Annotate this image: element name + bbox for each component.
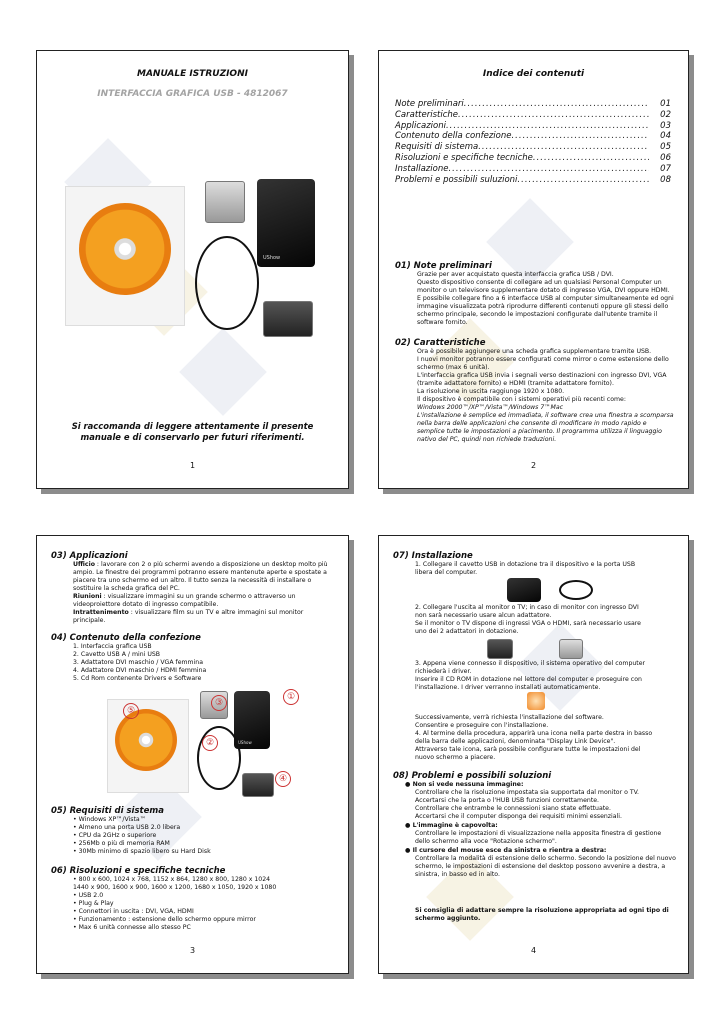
toc-leader [464,99,649,110]
troubleshooting-item: ● Non si vede nessuna immagine: Controllare che la risoluzione impostata sia supportata dal monitor o TV. Accertarsi che la porta o l'HUB USB funzioni correttamente. Controllare che entrambe le connessioni siano state effettuate. Accertarsi che il computer disponga dei requisiti minimi essenziali. [415,781,678,821]
toc-leader [446,121,649,132]
problem-solution: Controllare le impostazioni di visualizzazione nella apposita finestra di gestione dello schermo alla voce "Rotazione schermo". [415,830,662,845]
toc-entry-label: Risoluzioni e specifiche tecniche [395,152,533,163]
troubleshooting-item: ● Il cursore del mouse esce da sinistra e rientra a destra: Controllare la modalità di estensione dello schermo. Secondo la posizione del nuovo schermo, le impostazioni di estensione del desktop possono avvenire a destra, a sinistra, in basso ed in alto. [415,847,678,879]
read-manual-note: Si raccomanda di leggere attentamente il presente manuale e di conservarlo per futuri riferimenti. [71,421,314,442]
section-heading: 05) Requisiti di sistema [51,806,164,816]
installer-icon [527,692,545,710]
riunioni-text: : visualizzare immagini su un grande schermo o attraverso un videoproiettore dotato di ingresso compatibile. [73,593,296,608]
toc-entry [395,153,671,164]
toc-leader [511,131,649,142]
toc-entry [395,164,671,175]
manual-title: MANUALE ISTRUZIONI [137,69,248,79]
manual-page-1 [36,50,349,489]
toc-entry-label: Installazione [395,163,449,174]
list-item: • Connettori in uscita : DVI, VGA, HDMI [73,908,336,916]
list-item: • 256Mb o più di memoria RAM [73,840,336,848]
toc-entry-page: 01 [660,99,671,109]
list-item: • Max 6 unità connesse allo stesso PC [73,924,336,932]
usb-cable [195,236,259,330]
riunioni-label: Riunioni [73,593,102,600]
package-contents-list [73,643,336,683]
toc-title: Indice dei contenuti [482,69,585,79]
manual-page-4 [378,535,689,974]
toc-entry [395,175,671,186]
toc-leader [478,142,649,153]
list-item: 2. Cavetto USB A / mini USB [73,651,161,658]
section-heading: 04) Contenuto della confezione [51,633,201,643]
device-logo: UShow [263,255,281,261]
problem-title: Non si vede nessuna immagine: [412,781,524,788]
toc-entry-label: Applicazioni [395,120,446,131]
os-list: Windows 2000™/XP™/Vista™/Windows 7™Mac [417,404,564,411]
toc-entry-page: 04 [660,131,671,142]
list-item: • USB 2.0 [73,892,336,900]
list-item: 5. Cd Rom contenente Drivers e Software [73,675,202,682]
specs-list [73,876,336,932]
cd-rom-disc [79,203,171,295]
install-note: L'installazione è semplice ed immadiata, il software crea una finestra a scomparsa nella barra delle applicazioni che consente di modificare in modo rapido e semplice tutte le impostazioni a piacimento. Il programma utilizza il linguaggio nativo del PC, quindi non richiede traduzioni. [417,412,674,443]
section-contenuto [51,633,336,683]
section-caratteristiche [395,338,675,444]
list-item: 4. Adattatore DVI maschio / HDMI femmina [73,667,207,674]
hdmi-adapter-image [487,639,513,659]
dvi-hdmi-adapter [242,773,274,797]
section-heading: 06) Risoluzioni e specifiche tecniche [51,866,226,876]
requirements-list [73,816,336,856]
section-heading: 07) Installazione [393,551,473,561]
toc-entry [395,131,671,142]
toc-leader [448,164,649,175]
toc-entry-label: Problemi e possibili suluzioni [395,174,518,185]
problem-title: L'immagine è capovolta: [412,822,498,829]
callout-3: ③ [211,695,227,711]
product-photo [65,181,325,361]
section-heading: 08) Problemi e possibili soluzioni [393,771,552,781]
device-logo: UShow [238,740,252,745]
list-item: • Almeno una porta USB 2.0 libera [73,824,336,832]
toc-entry-page: 08 [660,174,671,185]
toc-entry-page: 02 [660,109,671,120]
problem-solution: Controllare che la risoluzione impostata sia supportata dal monitor o TV. Accertarsi che la porta o l'HUB USB funzioni correttamente. Controllare che entrambe le connessioni siano state effettuate. Accertarsi che il computer disponga dei requisiti minimi essenziali. [415,789,640,820]
install-step-3: 3. Appena viene connesso il dispositivo, il sistema operativo del computer richiederà i driver. Inserire il CD ROM in dotazione nel lettore del computer e proseguire con l'installazione. I driver verranno installati automaticamente. [415,660,646,691]
usb-cable [197,726,241,790]
page-number: 2 [530,461,537,470]
list-item: • Plug & Play [73,900,336,908]
section-heading: 03) Applicazioni [51,551,128,561]
toc-leader [458,110,649,121]
toc-entry-page: 05 [660,142,671,153]
toc-entry [395,121,671,132]
list-item: • Windows XP™/Vista™ [73,816,336,824]
ufficio-label: Ufficio [73,561,95,568]
list-item: • 30Mb minimo di spazio libero su Hard Disk [73,848,336,856]
table-of-contents [395,99,671,185]
toc-entry [395,110,671,121]
final-note: Si consiglia di adattare sempre la risoluzione appropriata ad ogni tipo di schermo aggiunto. [415,907,669,922]
page-number: 1 [189,461,196,470]
toc-entry-page: 03 [660,120,671,131]
package-photo [107,691,307,801]
callout-2: ② [202,735,218,751]
section-applicazioni [51,551,336,625]
toc-entry-label: Caratteristiche [395,109,459,120]
callout-1: ① [283,689,299,705]
install-step-1: 1. Collegare il cavetto USB in dotazione tra il dispositivo e la porta USB libera del computer. [415,561,636,576]
callout-5: ⑤ [123,703,139,719]
section-note-preliminari [395,261,675,327]
troubleshooting-item: ● L'immagine è capovolta: Controllare le impostazioni di visualizzazione nella apposita finestra di gestione dello schermo alla voce "Rotazione schermo". [415,822,678,846]
toc-entry-label: Requisiti di sistema [395,142,479,153]
toc-entry-label: Note preliminari [395,99,464,109]
problem-title: Il cursore del mouse esce da sinistra e rientra a destra: [412,847,607,854]
vga-adapter-image [559,639,583,659]
callout-4: ④ [275,771,291,787]
product-subtitle: INTERFACCIA GRAFICA USB - 4812067 [97,89,288,99]
usb-graphics-device [257,179,315,267]
section-heading: 01) Note preliminari [395,261,492,271]
toc-entry-page: 06 [660,152,671,163]
toc-leader [533,153,649,164]
section-body [73,561,336,625]
toc-entry-label: Contenuto della confezione [395,131,512,142]
device-image [507,578,541,602]
section-installazione [393,551,678,577]
section-risoluzioni [51,866,336,932]
usb-graphics-device [234,691,270,749]
manual-page-2 [378,50,689,489]
section-problemi [393,771,678,880]
list-item: 1. Interfaccia grafica USB [73,643,152,650]
troubleshooting-list [405,781,678,879]
page-number: 4 [530,946,537,955]
intrattenimento-label: Intrattenimento [73,609,129,616]
section-heading: 02) Caratteristiche [395,338,486,348]
intrattenimento-text: : visualizzare film su un TV e altre immagini sul monitor principale. [73,609,304,624]
install-step-4: 4. Al termine della procedura, apparirà una icona nella parte destra in basso della barra delle applicazioni, denominata "Display Link Device". Attraverso tale icona, sarà possibile configurare tutte le impostazioni del nuovo schermo a piacere. [415,730,653,761]
section-body: Grazie per aver acquistato questa interfaccia grafica USB / DVI. Questo dispositivo consente di collegare ad un qualsiasi Personal Computer un monitor o un televisore supplementare dotato di ingresso VGA, DVI oppure HDMI. E possibile collegare fino a 6 interfacce USB al computer simultaneamente ed ogni immagine visualizzata potrà riprodurre differenti contenuti oppure gli stessi dello schermo principale, secondo le impostazioni configurate dall'utente tramite il software fornito. [417,271,674,326]
install-step-3b: Successivamente, verrà richiesta l'installazione del software. Consentire e proseguire con l'installazione. [415,714,604,729]
section-body: Ora è possibile aggiungere una scheda grafica supplementare tramite USB. I nuovi monitor potranno essere configurati come mirror o come estensione dello schermo (max 6 unità). L'interfaccia grafica USB invia i segnali verso destinazioni con ingresso DVI, VGA (tramite adattatore fornito) e HDMI (tramite adattatore fornito). La risoluzione in uscita raggiunge 1920 x 1080. Il dispositivo è compatibile con i sistemi operativi più recenti come: [417,348,669,403]
page-number: 3 [189,946,196,955]
list-item: • CPU da 2GHz o superiore [73,832,336,840]
problem-solution: Controllare la modalità di estensione dello schermo. Secondo la posizione del nuovo schermo, le impostazioni di estensione del desktop possono avvenire a destra, a sinistra, in basso ed in alto. [415,855,676,878]
toc-entry [395,99,671,110]
cd-rom-disc [115,709,177,771]
toc-entry-page: 07 [660,163,671,174]
dvi-vga-adapter [205,181,245,223]
toc-entry [395,142,671,153]
dvi-hdmi-adapter [263,301,313,337]
list-item: 3. Adattatore DVI maschio / VGA femmina [73,659,204,666]
list-item: • 800 x 600, 1024 x 768, 1152 x 864, 1280 x 800, 1280 x 1024 1440 x 900, 1600 x 900, 1600 x 1200, 1680 x 1050, 1920 x 1080 [73,876,336,892]
toc-leader [517,175,649,186]
manual-page-3 [36,535,349,974]
ufficio-text: : lavorare con 2 o più schermi avendo a disposizione un desktop molto più ampio. Le finestre dei programmi potranno essere mantenute aperte e spostate a piacere tra uno schermo ed un altro. Il tutto senza la necessità di installare o sostituire la scheda grafica del PC. [73,561,328,592]
cable-image [559,580,593,600]
section-requisiti [51,806,336,856]
install-step-2: 2. Collegare l'uscita al monitor o TV; in caso di monitor con ingresso DVI non sarà necessario usare alcun adattatore. Se il monitor o TV dispone di ingressi VGA o HDMI, sarà necessario usare uno dei 2 adattatori in dotazione. [415,604,641,635]
list-item: • Funzionamento : estensione dello schermo oppure mirror [73,916,336,924]
